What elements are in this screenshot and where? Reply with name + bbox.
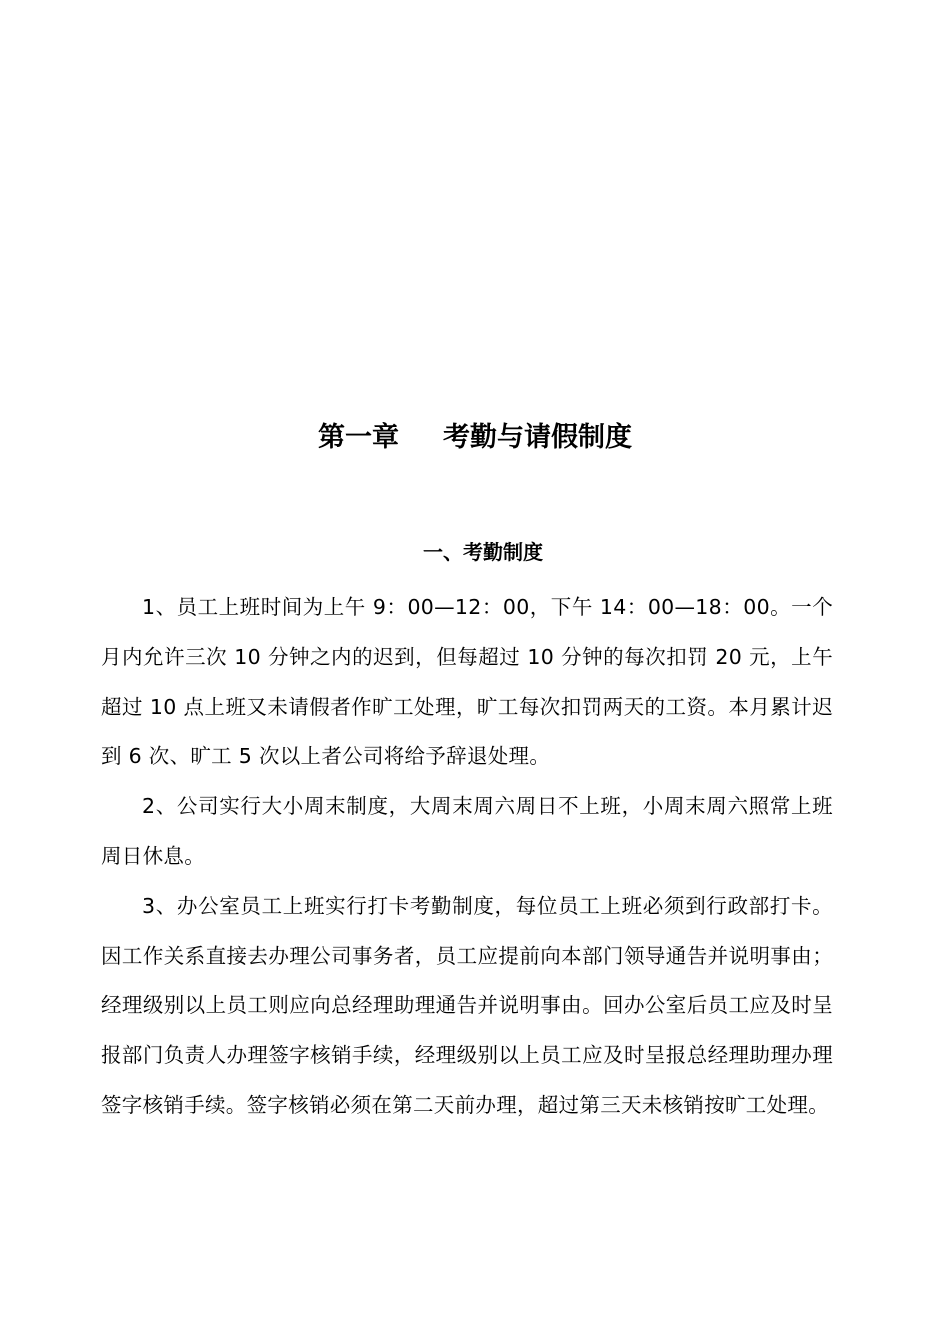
section-title: 一、考勤制度: [423, 540, 543, 564]
body-text: [101, 583, 833, 1131]
paragraph-1: 1、员工上班时间为上午 9：00—12：00，下午 14：00—18：00。一个月内允许三次 10 分钟之内的迟到，但每超过 10 分钟的每次扣罚 20 元，上午超过 10 点上班又未请假者作旷工处理，旷工每次扣罚两天的工资。本月累计迟到 6 次、旷工 5 次以上者公司将给予辞退处理。: [101, 595, 833, 769]
chapter-number: 第一章: [318, 422, 399, 453]
paragraph-3: 3、办公室员工上班实行打卡考勤制度，每位员工上班必须到行政部打卡。因工作关系直接去办理公司事务者，员工应提前向本部门领导通告并说明事由；经理级别以上员工则应向总经理助理通告并说明事由。回办公室后员工应及时呈报部门负责人办理签字核销手续，经理级别以上员工应及时呈报总经理助理办理签字核销手续。签字核销必须在第二天前办理，超过第三天未核销按旷工处理。: [101, 893, 833, 1117]
chapter-name: 考勤与请假制度: [443, 422, 632, 453]
chapter-title: [0, 418, 950, 458]
paragraph-2: 2、公司实行大小周末制度，大周末周六周日不上班，小周末周六照常上班周日休息。: [101, 794, 833, 868]
